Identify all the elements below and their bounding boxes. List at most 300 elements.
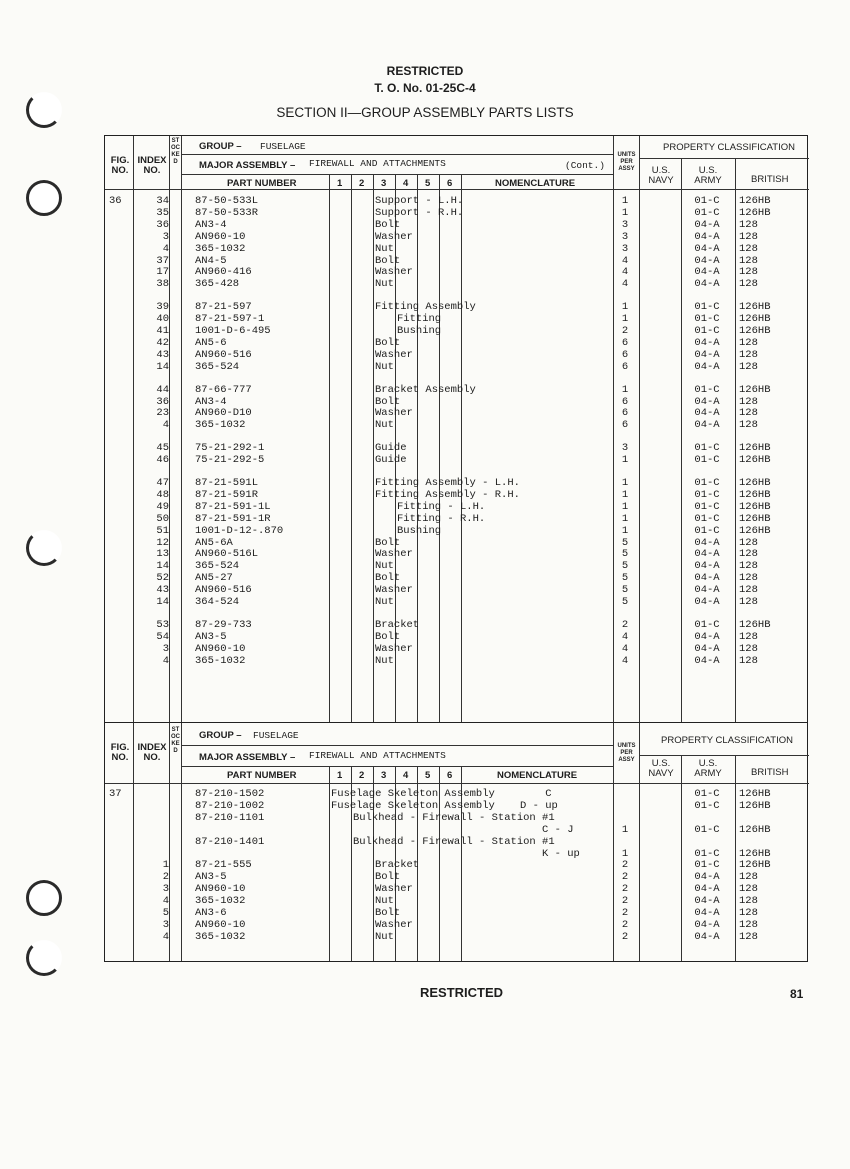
british-cell: 126HB	[739, 618, 771, 631]
us-navy-header: U.S. NAVY	[648, 758, 674, 779]
table-row	[105, 301, 809, 313]
nomenclature-cell: Guide	[375, 442, 407, 455]
table-row	[105, 619, 809, 631]
units-cell: 6	[621, 395, 629, 408]
units-cell: 1	[621, 195, 629, 207]
units-cell: 2	[621, 930, 629, 943]
level-1-header: 1	[337, 770, 343, 781]
us-army-cell: 01-C	[694, 195, 720, 207]
us-army-cell: 01-C	[694, 301, 720, 314]
us-army-cell: 04-A	[694, 254, 720, 267]
page-number: 81	[790, 987, 804, 1001]
table-row	[105, 361, 809, 373]
table-row	[105, 489, 809, 501]
british-cell: 128	[739, 584, 758, 597]
index-no-cell: 14	[156, 560, 169, 573]
us-army-cell: 04-A	[694, 230, 720, 243]
table-row	[105, 349, 809, 361]
nomenclature-cell: Nut	[375, 596, 394, 608]
british-cell: 126HB	[739, 442, 771, 455]
nomenclature-cell: C - J	[353, 823, 574, 836]
us-army-cell: 01-C	[694, 454, 720, 467]
british-cell: 128	[739, 560, 758, 573]
index-no-cell: 52	[156, 572, 169, 585]
us-army-cell: 04-A	[694, 871, 720, 884]
nomenclature-cell: Bracket Assembly	[375, 383, 476, 396]
nomenclature-cell: Bolt	[375, 536, 401, 549]
binder-hole	[26, 940, 62, 976]
table-row	[105, 384, 809, 396]
table-row	[105, 266, 809, 278]
us-army-cell: 04-A	[694, 895, 720, 908]
part-number-cell: 75-21-292-1	[195, 442, 265, 455]
level-3-header: 3	[381, 178, 387, 189]
units-cell: 4	[621, 278, 629, 291]
units-cell: 1	[621, 206, 629, 219]
level-6-header: 6	[447, 178, 453, 189]
part-number-cell: AN3-5	[195, 630, 227, 643]
nomenclature-header: NOMENCLATURE	[497, 770, 578, 781]
index-no-cell: 43	[156, 348, 169, 361]
part-number-cell: 87-210-1101	[195, 811, 265, 824]
british-cell: 126HB	[739, 859, 771, 872]
part-number-cell: AN3-5	[195, 871, 227, 884]
part-number-cell: 1001-D-6-495	[195, 325, 271, 337]
part-number-cell: 1001-D-12-.870	[195, 524, 284, 537]
us-army-cell: 04-A	[694, 596, 720, 608]
units-cell: 6	[621, 348, 629, 361]
index-no-header: INDEX NO.	[137, 742, 167, 763]
british-cell: 128	[739, 407, 758, 420]
index-no-cell: 2	[162, 871, 169, 884]
us-army-cell: 01-C	[694, 512, 720, 525]
units-per-assy-header: UNITS PER ASSY	[617, 743, 636, 763]
major-assembly-value: FIREWALL AND ATTACHMENTS	[309, 158, 446, 169]
part-number-cell: 87-21-597-1	[195, 313, 265, 326]
index-no-cell: 36	[156, 395, 169, 408]
units-cell: 4	[621, 630, 629, 643]
british-cell: 128	[739, 548, 758, 561]
table-row	[105, 231, 809, 243]
us-army-cell: 01-C	[694, 500, 720, 513]
part-number-cell: 365-524	[195, 360, 240, 373]
nomenclature-cell: Support - L.H.	[375, 195, 464, 207]
nomenclature-cell: Fuselage Skeleton Assembly C	[331, 788, 552, 800]
nomenclature-cell: Washer	[375, 548, 413, 561]
us-army-cell: 04-A	[694, 930, 720, 943]
us-army-header: U.S. ARMY	[694, 165, 722, 186]
nomenclature-cell: Bushing	[397, 524, 442, 537]
table-row	[105, 407, 809, 419]
nomenclature-cell: Washer	[375, 348, 413, 361]
british-cell: 128	[739, 419, 758, 432]
nomenclature-cell: Fitting - L.H.	[397, 500, 486, 513]
index-no-cell: 3	[162, 642, 169, 655]
units-cell: 1	[621, 512, 629, 525]
nomenclature-cell: Fitting - R.H.	[397, 512, 486, 525]
us-army-cell: 01-C	[694, 799, 720, 812]
us-army-cell: 04-A	[694, 548, 720, 561]
group-value: FUSELAGE	[260, 141, 306, 152]
table-row	[105, 643, 809, 655]
british-cell: 126HB	[739, 823, 771, 836]
nomenclature-cell: Fitting Assembly	[375, 301, 476, 314]
table-row	[105, 836, 809, 848]
us-army-cell: 01-C	[694, 477, 720, 489]
part-number-cell: 365-428	[195, 278, 240, 291]
group-value: FUSELAGE	[253, 730, 299, 741]
table-row	[105, 337, 809, 349]
british-cell: 126HB	[739, 301, 771, 314]
index-no-cell: 5	[162, 907, 169, 919]
units-cell: 1	[621, 488, 629, 501]
british-cell: 126HB	[739, 206, 771, 219]
fig-no-header: FIG. NO.	[110, 742, 130, 763]
us-army-cell: 04-A	[694, 536, 720, 549]
us-navy-header: U.S. NAVY	[648, 165, 674, 186]
british-cell: 128	[739, 907, 758, 919]
table-row	[105, 477, 809, 489]
us-army-cell: 04-A	[694, 883, 720, 896]
nomenclature-cell: Fitting	[397, 313, 442, 326]
units-cell: 5	[621, 596, 629, 608]
nomenclature-cell: Washer	[375, 883, 413, 896]
restricted-header: RESTRICTED	[386, 64, 464, 78]
index-no-cell: 38	[156, 278, 169, 291]
index-no-cell: 54	[156, 630, 169, 643]
british-cell: 126HB	[739, 195, 771, 207]
index-no-cell: 43	[156, 584, 169, 597]
nomenclature-cell: Nut	[375, 278, 394, 291]
table-row	[105, 195, 809, 207]
index-no-cell: 4	[162, 419, 169, 432]
british-cell: 128	[739, 336, 758, 349]
british-cell: 128	[739, 254, 758, 267]
major-assembly-label: MAJOR ASSEMBLY –	[199, 160, 296, 171]
us-army-cell: 04-A	[694, 907, 720, 919]
part-number-cell: 87-21-597	[195, 301, 252, 314]
us-army-cell: 04-A	[694, 630, 720, 643]
us-army-cell: 01-C	[694, 618, 720, 631]
units-cell: 1	[621, 301, 629, 314]
index-no-cell: 48	[156, 488, 169, 501]
british-cell: 126HB	[739, 477, 771, 489]
us-army-header: U.S. ARMY	[694, 758, 722, 779]
us-army-cell: 04-A	[694, 266, 720, 279]
table-row	[105, 419, 809, 431]
british-cell: 128	[739, 895, 758, 908]
units-cell: 1	[621, 383, 629, 396]
table-row	[105, 907, 809, 919]
part-number-cell: AN960-10	[195, 230, 246, 243]
british-cell: 128	[739, 630, 758, 643]
fig-no-cell: 36	[109, 195, 122, 207]
table-row	[105, 255, 809, 267]
nomenclature-cell: Fuselage Skeleton Assembly D - up	[331, 799, 558, 812]
part-number-cell: AN960-10	[195, 918, 246, 931]
index-no-cell: 3	[162, 883, 169, 896]
units-cell: 1	[621, 847, 629, 860]
level-6-header: 6	[447, 770, 453, 781]
level-4-header: 4	[403, 770, 409, 781]
units-cell: 1	[621, 454, 629, 467]
us-army-cell: 04-A	[694, 218, 720, 231]
us-army-cell: 04-A	[694, 584, 720, 597]
us-army-cell: 04-A	[694, 407, 720, 420]
units-cell: 2	[621, 618, 629, 631]
british-cell: 128	[739, 918, 758, 931]
index-no-cell: 14	[156, 596, 169, 608]
part-number-cell: 87-210-1401	[195, 835, 265, 848]
nomenclature-header: NOMENCLATURE	[495, 178, 576, 189]
part-number-header: PART NUMBER	[227, 770, 297, 781]
table-row	[105, 548, 809, 560]
part-number-cell: AN960-10	[195, 642, 246, 655]
table-row	[105, 560, 809, 572]
nomenclature-cell: Bolt	[375, 871, 401, 884]
table-row	[105, 859, 809, 871]
group-label: GROUP –	[199, 141, 242, 152]
british-cell: 128	[739, 395, 758, 408]
part-number-cell: AN960-516	[195, 584, 252, 597]
table-row	[105, 788, 809, 800]
units-cell: 1	[621, 823, 629, 836]
part-number-cell: AN4-5	[195, 254, 227, 267]
part-number-cell: 365-1032	[195, 930, 246, 943]
major-assembly-value: FIREWALL AND ATTACHMENTS	[309, 750, 446, 761]
nomenclature-cell: Nut	[375, 654, 394, 667]
table-row	[105, 812, 809, 824]
index-no-cell: 39	[156, 301, 169, 314]
binder-hole	[26, 180, 62, 216]
index-no-cell: 3	[162, 918, 169, 931]
part-number-cell: 87-50-533R	[195, 206, 259, 219]
part-number-cell: 87-21-591-1R	[195, 512, 271, 525]
index-no-header: INDEX NO.	[137, 155, 167, 176]
table-row	[105, 325, 809, 337]
british-cell: 126HB	[739, 313, 771, 326]
us-army-cell: 01-C	[694, 206, 720, 219]
level-3-header: 3	[381, 770, 387, 781]
units-cell: 6	[621, 419, 629, 432]
part-number-cell: 87-21-591L	[195, 477, 259, 489]
units-cell: 3	[621, 442, 629, 455]
table-row	[105, 871, 809, 883]
stocked-header: STOCKED	[171, 727, 180, 754]
part-number-cell: AN960-D10	[195, 407, 252, 420]
index-no-cell: 4	[162, 654, 169, 667]
british-cell: 128	[739, 230, 758, 243]
table-row	[105, 396, 809, 408]
table-row	[105, 207, 809, 219]
fig-no-header: FIG. NO.	[110, 155, 130, 176]
british-cell: 126HB	[739, 512, 771, 525]
level-2-header: 2	[359, 178, 365, 189]
us-army-cell: 01-C	[694, 488, 720, 501]
units-cell: 6	[621, 407, 629, 420]
units-cell: 5	[621, 548, 629, 561]
units-cell: 2	[621, 871, 629, 884]
us-army-cell: 04-A	[694, 572, 720, 585]
us-army-cell: 01-C	[694, 847, 720, 860]
level-5-header: 5	[425, 770, 431, 781]
units-cell: 3	[621, 218, 629, 231]
units-cell: 2	[621, 918, 629, 931]
part-number-cell: AN5-6A	[195, 536, 233, 549]
index-no-cell: 36	[156, 218, 169, 231]
us-army-cell: 01-C	[694, 325, 720, 337]
nomenclature-cell: Washer	[375, 642, 413, 655]
nomenclature-cell: K - up	[353, 847, 580, 860]
part-number-header: PART NUMBER	[227, 178, 297, 189]
units-cell: 1	[621, 524, 629, 537]
index-no-cell: 12	[156, 536, 169, 549]
part-number-cell: 87-21-555	[195, 859, 252, 872]
restricted-footer: RESTRICTED	[420, 985, 504, 1000]
cont-label: (Cont.)	[565, 160, 605, 171]
nomenclature-cell: Washer	[375, 230, 413, 243]
table-row	[105, 278, 809, 290]
british-cell: 126HB	[739, 799, 771, 812]
index-no-cell: 1	[162, 859, 169, 872]
index-no-cell: 42	[156, 336, 169, 349]
nomenclature-cell: Bulkhead - Firewall - Station #1	[353, 811, 555, 824]
index-no-cell: 34	[156, 195, 169, 207]
part-number-cell: 365-1032	[195, 895, 246, 908]
part-number-cell: 87-50-533L	[195, 195, 259, 207]
british-cell: 126HB	[739, 788, 771, 800]
british-cell: 128	[739, 218, 758, 231]
nomenclature-cell: Nut	[375, 242, 394, 255]
nomenclature-cell: Bulkhead - Firewall - Station #1	[353, 835, 555, 848]
nomenclature-cell: Guide	[375, 454, 407, 467]
parts-table-2	[104, 722, 808, 962]
units-cell: 2	[621, 907, 629, 919]
binder-hole	[26, 530, 62, 566]
nomenclature-cell: Bolt	[375, 395, 401, 408]
us-army-cell: 04-A	[694, 348, 720, 361]
british-cell: 126HB	[739, 454, 771, 467]
nomenclature-cell: Fitting Assembly - L.H.	[375, 477, 520, 489]
part-number-cell: 87-21-591-1L	[195, 500, 271, 513]
us-army-cell: 01-C	[694, 524, 720, 537]
us-army-cell: 01-C	[694, 788, 720, 800]
table-row	[105, 501, 809, 513]
units-cell: 1	[621, 477, 629, 489]
british-cell: 128	[739, 360, 758, 373]
part-number-cell: 365-524	[195, 560, 240, 573]
table-row	[105, 824, 809, 836]
table-row	[105, 537, 809, 549]
nomenclature-cell: Bracket	[375, 618, 420, 631]
part-number-cell: AN3-6	[195, 907, 227, 919]
units-cell: 3	[621, 242, 629, 255]
table-row	[105, 800, 809, 812]
nomenclature-cell: Nut	[375, 930, 394, 943]
index-no-cell: 40	[156, 313, 169, 326]
nomenclature-cell: Washer	[375, 584, 413, 597]
british-cell: 126HB	[739, 847, 771, 860]
table-row	[105, 919, 809, 931]
table-row	[105, 848, 809, 860]
part-number-cell: 87-210-1502	[195, 788, 265, 800]
units-cell: 5	[621, 560, 629, 573]
nomenclature-cell: Bolt	[375, 218, 401, 231]
units-cell: 4	[621, 266, 629, 279]
index-no-cell: 23	[156, 407, 169, 420]
nomenclature-cell: Bolt	[375, 630, 401, 643]
binder-hole	[26, 880, 62, 916]
stocked-header: STOCKED	[171, 138, 180, 165]
british-cell: 128	[739, 871, 758, 884]
nomenclature-cell: Bolt	[375, 572, 401, 585]
part-number-cell: 87-29-733	[195, 618, 252, 631]
nomenclature-cell: Nut	[375, 360, 394, 373]
british-cell: 128	[739, 883, 758, 896]
section-title: SECTION II—GROUP ASSEMBLY PARTS LISTS	[276, 105, 574, 120]
index-no-cell: 49	[156, 500, 169, 513]
units-cell: 2	[621, 883, 629, 896]
index-no-cell: 53	[156, 618, 169, 631]
part-number-cell: AN960-10	[195, 883, 246, 896]
index-no-cell: 47	[156, 477, 169, 489]
us-army-cell: 04-A	[694, 360, 720, 373]
units-cell: 1	[621, 313, 629, 326]
us-army-cell: 01-C	[694, 383, 720, 396]
us-army-cell: 04-A	[694, 395, 720, 408]
part-number-cell: AN5-27	[195, 572, 233, 585]
nomenclature-cell: Washer	[375, 918, 413, 931]
table-row	[105, 584, 809, 596]
table-row	[105, 525, 809, 537]
british-cell: 128	[739, 930, 758, 943]
table-row	[105, 572, 809, 584]
units-cell: 6	[621, 336, 629, 349]
part-number-cell: AN960-516L	[195, 548, 259, 561]
index-no-cell: 3	[162, 230, 169, 243]
british-cell: 128	[739, 654, 758, 667]
table-row	[105, 631, 809, 643]
table-row	[105, 883, 809, 895]
units-cell: 2	[621, 325, 629, 337]
to-number: T. O. No. 01-25C-4	[374, 81, 476, 95]
us-army-cell: 01-C	[694, 859, 720, 872]
part-number-cell: AN5-6	[195, 336, 227, 349]
nomenclature-cell: Bracket	[375, 859, 420, 872]
us-army-cell: 04-A	[694, 560, 720, 573]
group-label: GROUP –	[199, 730, 242, 741]
index-no-cell: 4	[162, 242, 169, 255]
british-cell: 126HB	[739, 524, 771, 537]
part-number-cell: 364-524	[195, 596, 240, 608]
us-army-cell: 01-C	[694, 313, 720, 326]
index-no-cell: 37	[156, 254, 169, 267]
nomenclature-cell: Bushing	[397, 325, 442, 337]
table-row	[105, 513, 809, 525]
us-army-cell: 04-A	[694, 419, 720, 432]
index-no-cell: 17	[156, 266, 169, 279]
british-cell: 128	[739, 266, 758, 279]
nomenclature-cell: Nut	[375, 560, 394, 573]
us-army-cell: 01-C	[694, 442, 720, 455]
nomenclature-cell: Nut	[375, 895, 394, 908]
british-header: BRITISH	[751, 174, 789, 185]
us-army-cell: 04-A	[694, 278, 720, 291]
part-number-cell: 87-210-1002	[195, 799, 265, 812]
units-cell: 1	[621, 500, 629, 513]
british-cell: 128	[739, 278, 758, 291]
index-no-cell: 13	[156, 548, 169, 561]
